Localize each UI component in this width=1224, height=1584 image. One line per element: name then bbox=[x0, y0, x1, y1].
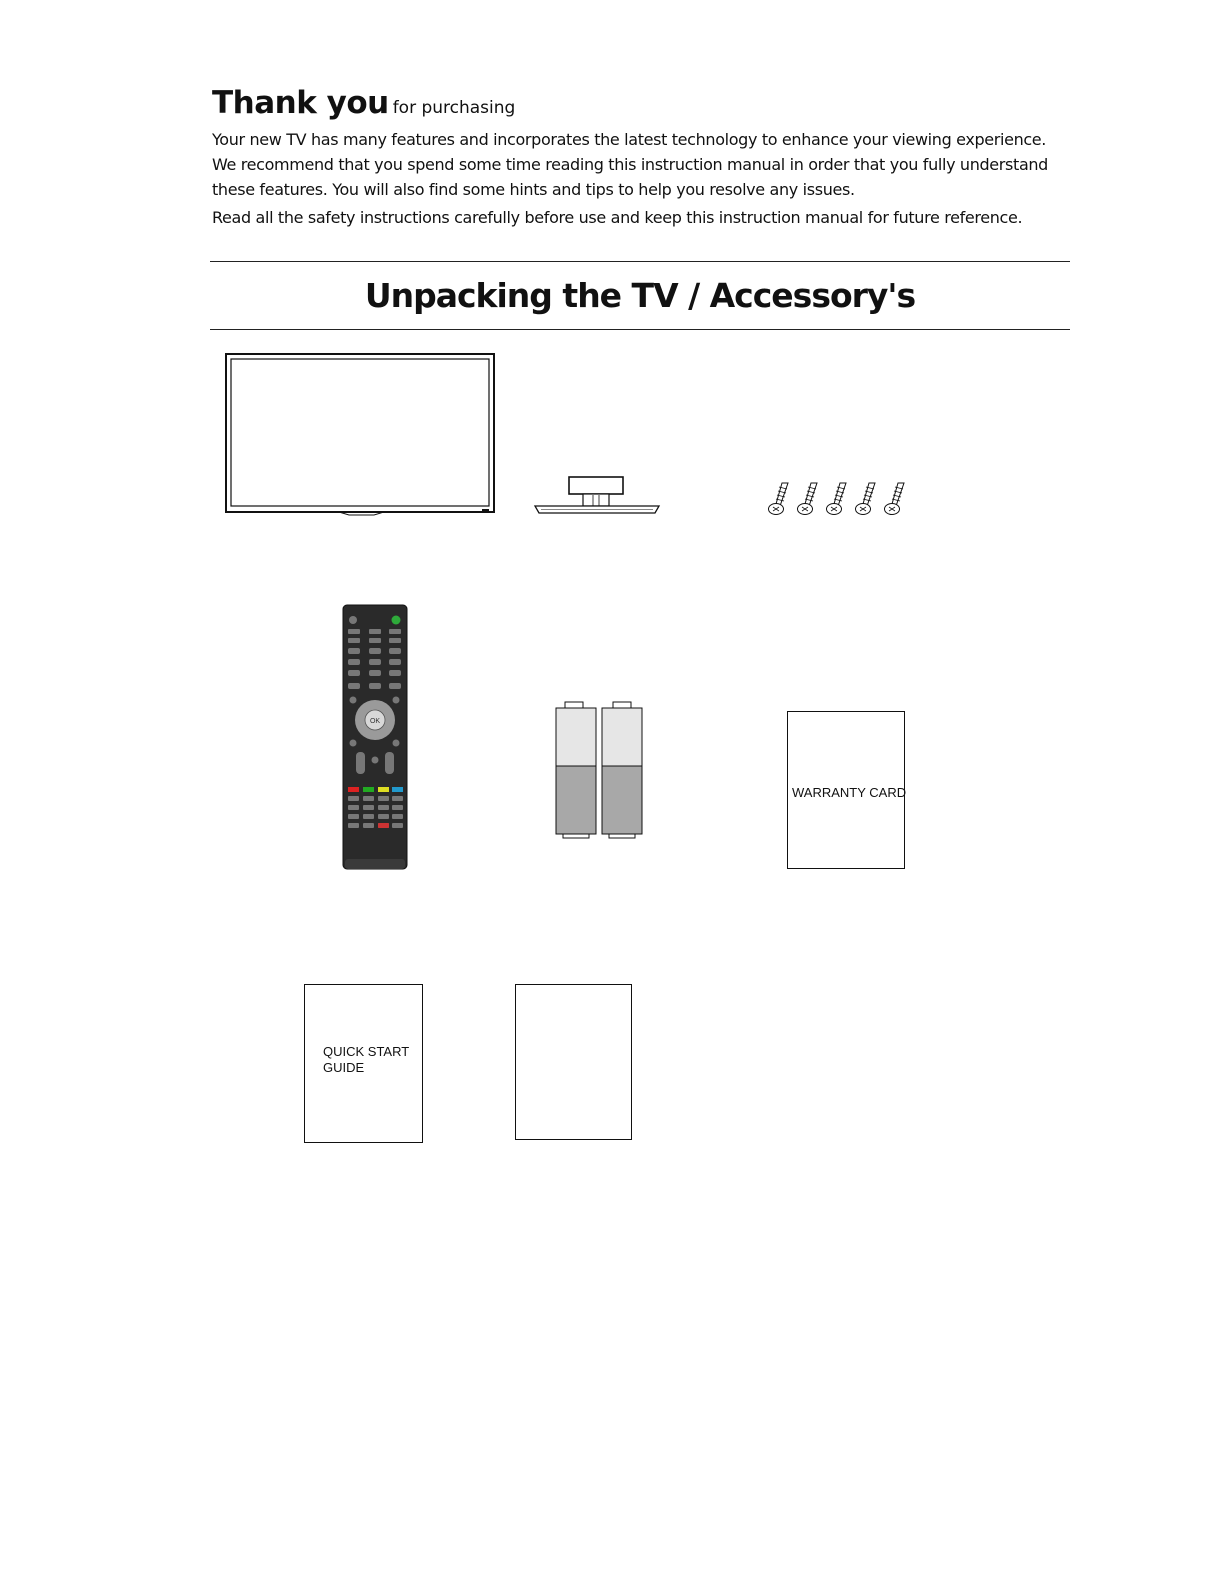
quick-start-label-line2: GUIDE bbox=[323, 1060, 365, 1075]
top-divider bbox=[210, 261, 1070, 262]
tv-stand-illustration bbox=[531, 475, 663, 517]
warranty-card bbox=[787, 711, 905, 869]
thank-you-heading bbox=[212, 85, 1072, 121]
section-title: Unpacking the TV / Accessory's bbox=[364, 276, 916, 315]
safety-note: Read all the safety instructions carefully before use and keep this instruction manual for future reference. bbox=[212, 208, 1023, 227]
bottom-divider bbox=[210, 329, 1070, 330]
screws-illustration bbox=[766, 480, 916, 518]
quick-start-guide-label bbox=[323, 1044, 409, 1076]
warranty-card-label: WARRANTY CARD bbox=[792, 785, 907, 800]
thank-you-title: Thank you bbox=[212, 85, 389, 121]
instruction-manual bbox=[515, 984, 632, 1140]
remote-ok-label: OK bbox=[369, 718, 381, 725]
quick-start-guide bbox=[304, 984, 423, 1143]
battery-icon bbox=[556, 702, 596, 838]
intro-paragraph: Your new TV has many features and incorporates the latest technology to enhance your viewing experience. We recommend that you spend some time reading this instruction manual in order that you fully understand these features. You will also find some hints and tips to help you resolve any issues. bbox=[212, 130, 1048, 199]
quick-start-label-line1: QUICK START bbox=[323, 1044, 410, 1059]
batteries-illustration bbox=[553, 700, 647, 840]
remote-control-illustration bbox=[342, 604, 408, 872]
tv-illustration bbox=[224, 352, 498, 518]
intro-section bbox=[212, 85, 1072, 230]
thank-you-subtitle: for purchasing bbox=[392, 98, 516, 118]
battery-icon bbox=[602, 702, 642, 838]
